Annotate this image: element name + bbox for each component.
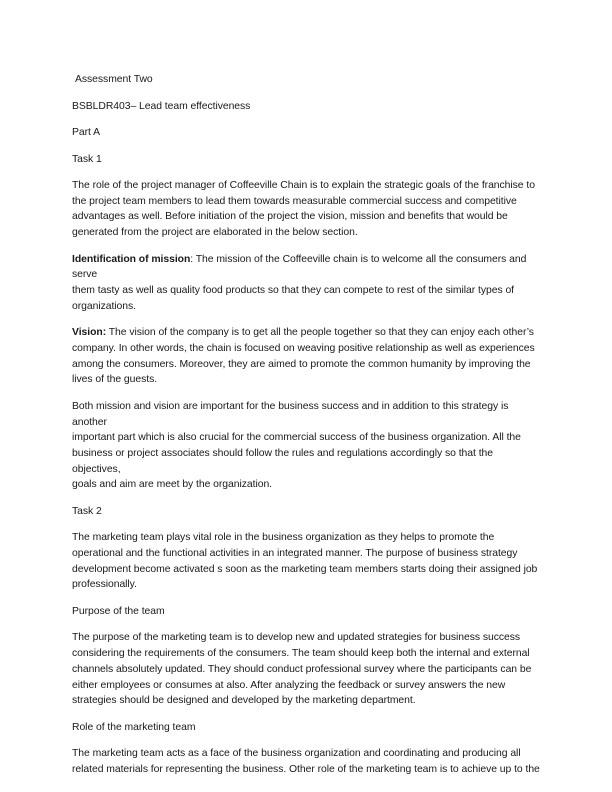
line: company. In other words, the chain is focused on weaving positive relationship as well as experiences [72, 342, 535, 354]
unit-code: BSBLDR403– Lead team effectiveness [72, 100, 251, 112]
line: lives of the guests. [72, 374, 158, 386]
task2-heading: Task 2 [72, 505, 102, 517]
line: operational and the functional activities in an integrated manner. The purpose of business strategy [72, 548, 518, 560]
document-page [72, 72, 542, 778]
line: them tasty as well as quality food products so that they can compete to rest of the similar types of [72, 285, 515, 297]
line: strategies should be designed and developed by the marketing department. [72, 695, 416, 707]
line: The marketing team acts as a face of the business organization and coordinating and producing all [72, 748, 521, 760]
line: among the consumers. Moreover, they are aimed to promote the common humanity by improving the [72, 358, 531, 370]
line: advantages as well. Before initiation of the project the vision, mission and benefits that would be [72, 211, 508, 223]
line: considering the requirements of the consumers. The team should keep both the internal and external [72, 648, 530, 660]
purpose-paragraph [72, 630, 542, 709]
line: The vision of the company is to get all the people together so that they can enjoy each other’s [106, 327, 534, 339]
line: either employees or consumes at also. After analyzing the feedback or survey answers the new [72, 679, 506, 691]
vision-label: Vision: [72, 327, 107, 339]
line: important part which is also crucial for the commercial success of the business organization. All the [72, 432, 521, 444]
task1-heading: Task 1 [72, 153, 102, 165]
mission-vision-summary-paragraph [72, 399, 542, 493]
line: The role of the project manager of Coffeeville Chain is to explain the strategic goals of the franchise to [72, 180, 535, 191]
part-heading: Part A [72, 127, 100, 138]
line: generated from the project are elaborated in the below section. [72, 227, 358, 239]
mission-paragraph [72, 252, 542, 315]
line: related materials for representing the business. Other role of the marketing team is to achieve up to the [72, 763, 540, 775]
line: : The mission of the Coffeeville chain is to welcome all the consumers and serve [72, 253, 527, 281]
task2-intro-paragraph [72, 530, 542, 593]
line: business or project associates should follow the rules and regulations accordingly so that the objectives, [72, 447, 493, 475]
task1-intro-paragraph [72, 178, 542, 241]
line: The purpose of the marketing team is to develop new and updated strategies for business success [72, 632, 521, 644]
line: professionally. [72, 579, 137, 591]
document-title: Assessment Two [75, 74, 153, 85]
line: organizations. [72, 300, 136, 312]
line: The marketing team plays vital role in the business organization as they helps to promote the [72, 532, 495, 544]
vision-paragraph [72, 325, 542, 388]
line: goals and aim are meet by the organization. [72, 479, 273, 491]
role-paragraph [72, 746, 542, 777]
line: channels absolutely updated. They should conduct professional survey where the participants can be [72, 663, 532, 675]
line: development become activated s soon as the marketing team members starts doing their assigned job [72, 563, 538, 575]
purpose-heading: Purpose of the team [72, 605, 165, 617]
line: Both mission and vision are important for the business success and in addition to this strategy is another [72, 400, 509, 428]
line: the project team members to lead them towards measurable commercial success and competitive [72, 195, 517, 207]
mission-label: Identification of mission [72, 253, 191, 265]
role-heading: Role of the marketing team [72, 721, 196, 733]
